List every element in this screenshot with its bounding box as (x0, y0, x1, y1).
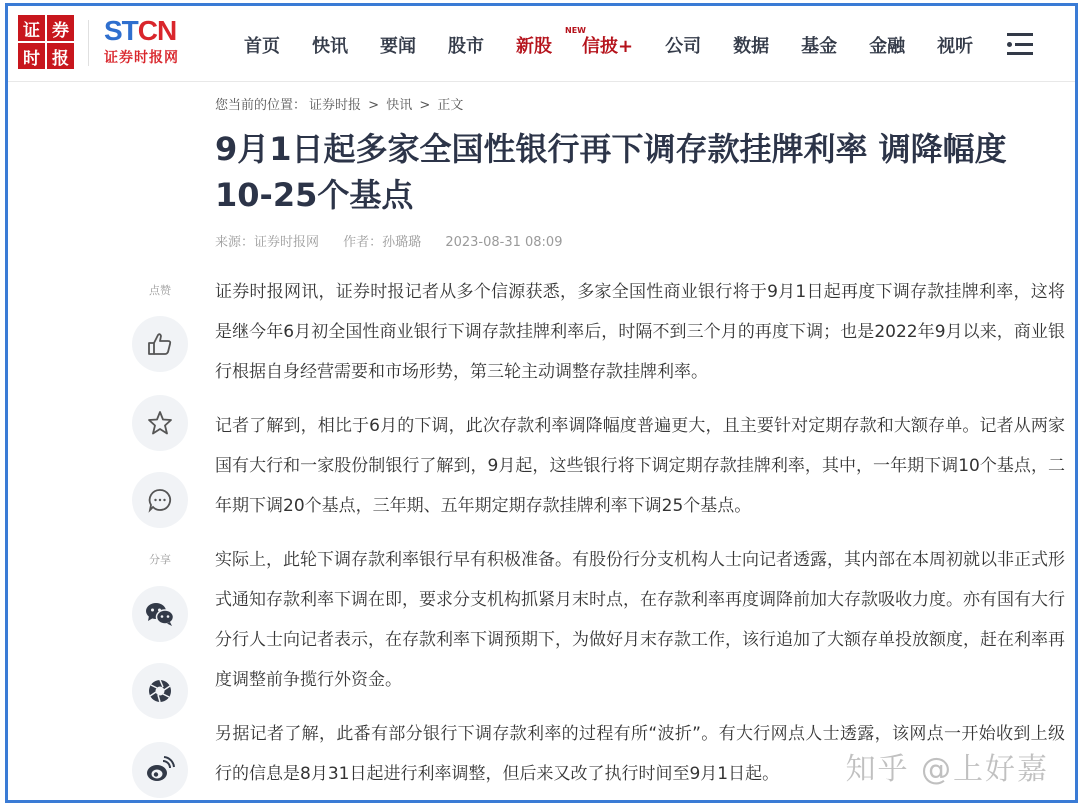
nav-item-home[interactable]: 首页 (244, 36, 280, 57)
nav-item-ipo-label: 新股 (516, 36, 552, 57)
breadcrumb-prefix: 您当前的位置： (215, 98, 307, 113)
nav-item-disclosure[interactable]: 信披+ (582, 36, 634, 57)
star-icon (146, 409, 174, 437)
thumbs-up-icon (146, 330, 174, 358)
seal-char: 报 (47, 43, 74, 69)
article-author: 作者：孙璐璐 (343, 235, 422, 250)
menu-list-icon[interactable] (1007, 33, 1033, 55)
breadcrumb-link-flash[interactable]: 快讯 (386, 98, 413, 113)
share-weibo-button[interactable] (132, 742, 188, 798)
site-header (8, 6, 1075, 82)
new-badge: NEW (565, 26, 586, 35)
logo-divider (88, 20, 89, 66)
favorite-button[interactable] (132, 395, 188, 451)
article-paragraph: 实际上，此轮下调存款利率银行早有积极准备。有股份行分支机构人士向记者透露，其内部在本周初就以非正式形式通知存款利率下调在即，要求分支机构抓紧月末时点，在存款利率再度调降前加大存款吸收力度。亦有国有大行分行人士向记者表示，在存款利率下调预期下，为做好月末存款工作，该行追加了大额存单投放额度，赶在利率再度调整前争揽行外资金。 (215, 550, 1065, 690)
wechat-icon (144, 600, 176, 628)
nav-item-stocks[interactable]: 股市 (448, 36, 484, 57)
stcn-wordmark[interactable] (104, 16, 176, 46)
nav-item-flash[interactable]: 快讯 (312, 36, 348, 57)
share-moments-button[interactable] (132, 663, 188, 719)
article-title: 9月1日起多家全国性银行再下调存款挂牌利率 调降幅度10-25个基点 (215, 130, 1007, 214)
nav-item-funds[interactable]: 基金 (801, 36, 838, 57)
breadcrumb-separator: > (419, 98, 431, 113)
article-paragraph: 另据记者了解，此番有部分银行下调存款利率的过程有所“波折”。有大行网点人士透露，该网点一开始收到上级行的信息是8月31日起进行利率调整，但后来又改了执行时间至9月1日起。 (215, 724, 1065, 784)
like-label: 点赞 (149, 284, 171, 297)
wordmark-cn: CN (137, 15, 177, 46)
breadcrumb-separator: > (368, 98, 380, 113)
article-body (215, 272, 1065, 803)
main-nav (244, 26, 1005, 60)
breadcrumb (215, 94, 466, 113)
comment-button[interactable] (132, 472, 188, 528)
stcn-seal-logo[interactable] (18, 15, 74, 69)
share-label: 分享 (149, 553, 171, 566)
breadcrumb-link-stcn[interactable]: 证券时报 (309, 98, 362, 113)
seal-char: 时 (18, 43, 45, 69)
article-paragraph: 证券时报网讯，证券时报记者从多个信源获悉，多家全国性商业银行将于9月1日起再度下调存款挂牌利率，这将是继今年6月初全国性商业银行下调存款挂牌利率后，时隔不到三个月的再度下调；也是2022年9月以来，商业银行根据自身经营需要和市场形势，第三轮主动调整存款挂牌利率。 (215, 282, 1065, 382)
logo-subtitle: 证券时报网 (104, 50, 179, 66)
comment-icon (146, 486, 174, 514)
weibo-icon (145, 756, 175, 784)
wordmark-st: ST (104, 15, 138, 46)
moments-icon (146, 677, 174, 705)
seal-char: 证 (18, 15, 45, 41)
seal-char: 券 (47, 15, 74, 41)
nav-item-ipo[interactable] (516, 26, 586, 58)
article-meta (215, 231, 582, 250)
article-paragraph: 记者了解到，相比于6月的下调，此次存款利率调降幅度普遍更大，且主要针对定期存款和大额存单。记者从两家国有大行和一家股份制银行了解到，9月起，这些银行将下调定期存款挂牌利率，其中，一年期下调10个基点，二年期下调20个基点，三年期、五年期定期存款挂牌利率下调25个基点。 (215, 416, 1065, 516)
zhihu-watermark: 知乎 @上好嘉 (845, 752, 1049, 787)
share-wechat-button[interactable] (132, 586, 188, 642)
nav-item-finance[interactable]: 金融 (869, 36, 906, 57)
breadcrumb-current: 正文 (437, 98, 464, 113)
nav-item-companies[interactable]: 公司 (665, 36, 702, 57)
nav-item-headlines[interactable]: 要闻 (380, 36, 416, 57)
browser-frame (5, 3, 1078, 803)
nav-item-data[interactable]: 数据 (733, 36, 770, 57)
nav-item-video[interactable]: 视听 (937, 36, 974, 57)
like-button[interactable] (132, 316, 188, 372)
article-source: 来源：证券时报网 (215, 235, 320, 250)
article-datetime: 2023-08-31 08:09 (445, 235, 563, 250)
